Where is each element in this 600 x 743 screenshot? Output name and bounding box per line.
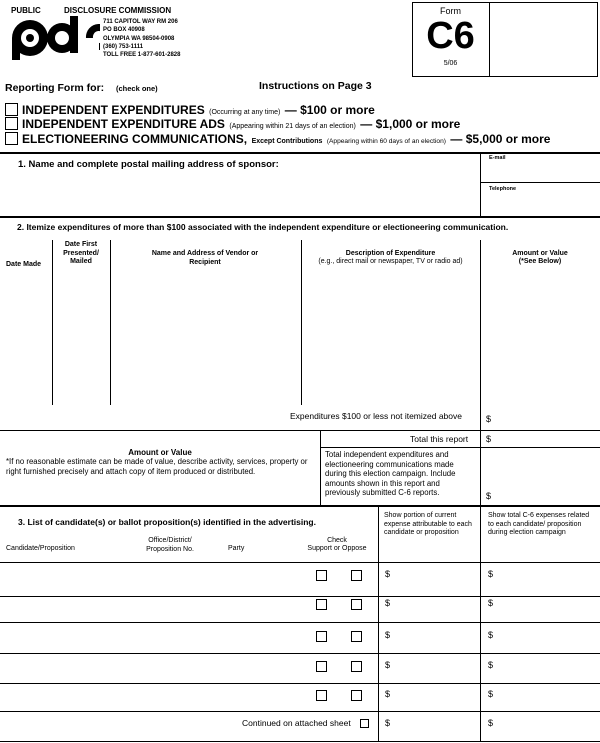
option-amount: — $1,000 or more <box>360 117 461 131</box>
telephone-label: Telephone <box>489 186 517 192</box>
oppose-checkbox[interactable] <box>351 599 362 610</box>
portion-dollar: $ <box>385 660 391 670</box>
continued-checkbox[interactable] <box>360 719 369 728</box>
oppose-checkbox[interactable] <box>351 631 362 642</box>
candidate-row-fields[interactable] <box>3 564 293 594</box>
col-candidate: Candidate/Proposition <box>6 545 75 552</box>
option-amount: — $100 or more <box>284 103 375 117</box>
total-dollar: $ <box>488 689 494 699</box>
option-independent-expenditures-checkbox[interactable] <box>5 103 18 116</box>
col-name-address: Name and Address of Vendor or Recipient <box>151 250 259 266</box>
total-report-dollar: $ <box>486 434 492 444</box>
option-ie-ads-checkbox[interactable] <box>5 117 18 130</box>
total-dollar: $ <box>488 598 494 608</box>
support-checkbox[interactable] <box>316 599 327 610</box>
option-main: ELECTIONEERING COMMUNICATIONS, <box>22 132 248 146</box>
not-itemized-dollar: $ <box>486 414 492 424</box>
form-code: C6 <box>426 15 475 57</box>
candidate-row-fields[interactable] <box>3 685 293 709</box>
option-electioneering-checkbox[interactable] <box>5 132 18 145</box>
instructions-note: Instructions on Page 3 <box>259 80 372 92</box>
total-dollar: $ <box>488 660 494 670</box>
oppose-checkbox[interactable] <box>351 570 362 581</box>
col-portion-current: Show portion of current expense attributable to each candidate or proposition <box>384 512 472 536</box>
total-report-amount-field[interactable] <box>495 432 595 446</box>
address-line: PO BOX 40908 <box>103 27 145 34</box>
address-line: TOLL FREE 1-877-601-2828 <box>103 52 181 59</box>
email-field[interactable] <box>484 163 596 181</box>
col-check: Check <box>327 537 347 544</box>
oppose-checkbox[interactable] <box>351 690 362 701</box>
agency-name-part2: DISCLOSURE COMMISSION <box>64 6 172 15</box>
continued-portion-dollar: $ <box>385 718 391 728</box>
support-checkbox[interactable] <box>316 690 327 701</box>
address-line: (360) 753-1111 <box>103 43 144 50</box>
agency-name-part1: PUBLIC <box>11 6 41 15</box>
col-description-sub: (e.g., direct mail or newspaper, TV or radio ad) <box>318 258 463 265</box>
col-office: Office/District/ Proposition No. <box>146 537 194 553</box>
section3-title: 3. List of candidate(s) or ballot proposition(s) identified in the advertising. <box>18 517 316 527</box>
cumulative-total-text: Total independent expenditures and electioneering communications made during this election campaign. Include amounts shown in this report and previously submitted C-6 reports. <box>325 450 456 497</box>
portion-dollar: $ <box>385 689 391 699</box>
support-checkbox[interactable] <box>316 631 327 642</box>
section1-title: 1. Name and complete postal mailing address of sponsor: <box>18 159 279 170</box>
total-dollar: $ <box>488 630 494 640</box>
expenditure-amounts-area[interactable] <box>483 272 597 402</box>
support-checkbox[interactable] <box>316 661 327 672</box>
form-label: Form <box>440 6 461 16</box>
option-except: Except Contributions <box>251 138 323 145</box>
option-note: (Appearing within 21 days of an election) <box>229 123 356 130</box>
portion-dollar: $ <box>385 598 391 608</box>
option-amount: — $5,000 or more <box>450 132 551 146</box>
email-label: E-mail <box>489 155 506 161</box>
col-description: Description of Expenditure <box>345 250 436 257</box>
section2-title: 2. Itemize expenditures of more than $100 associated with the independent expenditure or electioneering communication. <box>17 222 509 232</box>
portion-dollar: $ <box>385 630 391 640</box>
reporting-title: Reporting Form for: <box>5 82 105 94</box>
candidate-row-fields[interactable] <box>3 624 293 654</box>
reporting-check-one: (check one) <box>116 84 158 93</box>
option-electioneering <box>22 130 550 148</box>
cumulative-total-dollar: $ <box>486 491 492 501</box>
amount-note-title: Amount or Value <box>128 448 192 457</box>
portion-dollar: $ <box>385 569 391 579</box>
expenditure-itemization-area[interactable] <box>2 272 478 402</box>
address-line: 711 CAPITOL WAY RM 206 <box>103 19 178 25</box>
continued-label: Continued on attached sheet <box>242 718 351 728</box>
total-report-label: Total this report <box>410 434 469 444</box>
form-date: 5/06 <box>443 60 458 67</box>
sponsor-name-address-field[interactable] <box>5 172 475 212</box>
candidate-row-fields[interactable] <box>3 655 293 683</box>
not-itemized-amount-field[interactable] <box>495 410 595 426</box>
option-main: INDEPENDENT EXPENDITURE ADS <box>22 117 225 131</box>
col-date-first-presented: Date First Presented/ Mailed <box>63 241 99 265</box>
col-date-made: Date Made <box>6 261 42 268</box>
option-main: INDEPENDENT EXPENDITURES <box>22 103 205 117</box>
continued-total-dollar: $ <box>488 718 494 728</box>
pdc-logo <box>8 14 100 60</box>
option-note: (Occurring at any time) <box>209 109 281 116</box>
oppose-checkbox[interactable] <box>351 661 362 672</box>
address-line: OLYMPIA WA 98504-0908 <box>103 35 175 42</box>
not-itemized-label: Expenditures $100 or less not itemized above <box>290 411 462 421</box>
total-dollar: $ <box>488 569 494 579</box>
option-note: (Appearing within 60 days of an election) <box>326 138 446 145</box>
telephone-field[interactable] <box>484 194 596 214</box>
cumulative-total-amount-field[interactable] <box>495 488 595 502</box>
support-checkbox[interactable] <box>316 570 327 581</box>
col-amount-sub: (*See Below) <box>518 258 562 265</box>
agency-address <box>103 18 180 59</box>
col-total-c6: Show total C-6 expenses related to each candidate/ proposition during election campaign <box>488 512 590 536</box>
col-amount: Amount or Value <box>512 250 568 257</box>
amount-note-text: *If no reasonable estimate can be made of value, describe activity, services, property or right furnished precisely and attach copy of item produced or distributed. <box>6 457 308 476</box>
col-support-oppose: Support or Oppose <box>307 545 367 552</box>
col-party: Party <box>228 545 245 552</box>
